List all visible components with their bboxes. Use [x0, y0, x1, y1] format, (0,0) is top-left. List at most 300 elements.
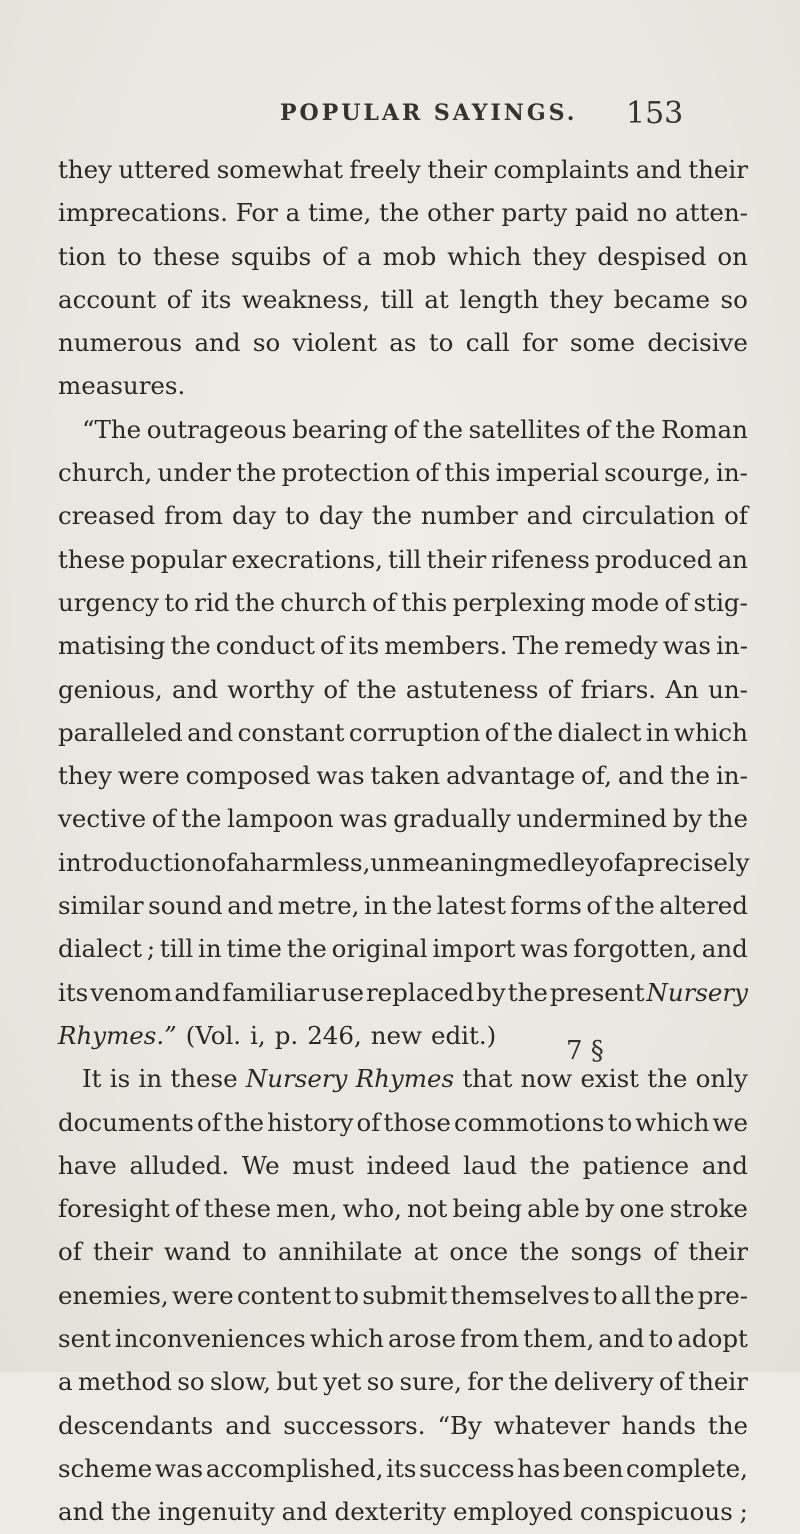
word: those: [383, 1107, 451, 1137]
word: composed: [185, 761, 311, 791]
word: sound: [148, 891, 223, 921]
word: members.: [384, 631, 508, 661]
word: latest: [436, 891, 506, 921]
word: time,: [308, 198, 372, 228]
word: till: [380, 284, 414, 314]
word: 246,: [307, 1020, 362, 1050]
word: songs: [570, 1237, 642, 1267]
word: these: [58, 544, 126, 574]
word: the: [707, 1410, 748, 1440]
word: its: [58, 977, 89, 1007]
word: by: [584, 1194, 615, 1224]
word: their: [426, 544, 487, 574]
word: genious,: [58, 674, 163, 704]
word: advantage: [446, 761, 576, 791]
word: the: [286, 934, 327, 964]
word: dialect: [557, 717, 642, 747]
word: method: [78, 1367, 172, 1397]
word: was: [520, 934, 569, 964]
word: on: [717, 241, 748, 271]
word: uttered: [118, 155, 211, 184]
word: of: [320, 631, 344, 661]
word: one: [619, 1194, 665, 1224]
word: despised: [597, 241, 707, 271]
word: and: [635, 155, 682, 184]
word: un-: [708, 674, 748, 704]
word: their: [688, 155, 748, 184]
word: to: [334, 1280, 360, 1310]
word: we: [712, 1107, 748, 1137]
word: whatever: [493, 1410, 610, 1440]
word: present: [549, 977, 645, 1007]
word: of: [598, 847, 623, 877]
text-line: [58, 1274, 748, 1317]
word: and: [171, 674, 219, 704]
word: success: [419, 1453, 515, 1483]
word: the: [615, 414, 656, 444]
word: astuteness: [405, 674, 539, 704]
word: by: [476, 977, 506, 1007]
word: were: [117, 761, 180, 791]
word: no: [636, 198, 668, 228]
word: to: [607, 1107, 633, 1137]
word: the: [356, 674, 397, 704]
word: original: [331, 934, 428, 964]
word: of: [724, 501, 748, 531]
word: foresight: [58, 1194, 170, 1224]
word: to: [117, 241, 142, 271]
word: documents: [58, 1107, 194, 1137]
word: medley: [509, 847, 599, 877]
word: descendants: [58, 1410, 214, 1440]
word: the: [654, 1280, 695, 1310]
word: matising: [58, 631, 166, 661]
word: which: [635, 1107, 710, 1137]
word: employed: [452, 1497, 573, 1527]
word: in-: [716, 458, 748, 488]
word: (Vol.: [185, 1020, 242, 1050]
word: so: [252, 328, 281, 358]
word: the: [236, 458, 277, 488]
word: freely: [349, 155, 421, 184]
word: once: [449, 1237, 509, 1267]
word: account: [58, 284, 157, 314]
word: and: [58, 1497, 105, 1527]
word: these: [170, 1064, 238, 1094]
word: atten-: [675, 198, 748, 228]
word: been: [562, 1453, 624, 1483]
word: the: [512, 717, 554, 747]
word: use: [321, 977, 364, 1007]
word: laud: [463, 1150, 518, 1180]
word: of: [323, 674, 348, 704]
word: the: [170, 631, 211, 661]
word: corruption: [348, 717, 481, 747]
word: history: [267, 1107, 354, 1137]
word: to: [242, 1237, 267, 1267]
word: conduct: [215, 631, 315, 661]
word: the: [371, 501, 412, 531]
word: was: [339, 804, 388, 834]
text-line: [58, 971, 748, 1014]
word: so: [720, 284, 748, 314]
word: so: [366, 1367, 395, 1397]
word: able: [527, 1194, 580, 1224]
word: weakness,: [241, 284, 370, 314]
running-title: POPULAR SAYINGS.: [280, 100, 578, 126]
word: some: [569, 328, 636, 358]
text-line: [58, 1014, 748, 1057]
word: exist: [580, 1064, 640, 1094]
word: and: [227, 891, 274, 921]
word: of: [547, 674, 572, 704]
word: the: [223, 1107, 265, 1137]
word: perplexing: [452, 587, 586, 617]
word: adopt: [677, 1324, 748, 1354]
word: the: [529, 1150, 570, 1180]
word: an: [717, 544, 748, 574]
word: of: [322, 241, 346, 271]
word: under: [157, 458, 231, 488]
word: to: [428, 328, 454, 358]
word: was: [662, 631, 711, 661]
word: numerous: [58, 328, 183, 358]
word: the: [647, 1064, 688, 1094]
word: at: [413, 1237, 439, 1267]
word: these: [152, 241, 221, 271]
word: Nursery: [646, 977, 748, 1007]
body-text: [58, 148, 748, 1534]
word: mode: [591, 587, 660, 617]
word: enemies,: [58, 1280, 169, 1310]
word: of: [664, 587, 689, 617]
word: that: [462, 1064, 513, 1094]
word: must: [292, 1150, 354, 1180]
word: all: [620, 1280, 652, 1310]
word: which: [673, 717, 748, 747]
word: the: [181, 804, 222, 834]
text-line: [58, 408, 748, 451]
word: the: [669, 761, 711, 791]
word: imperial: [495, 458, 599, 488]
word: wand: [163, 1237, 231, 1267]
word: ;: [739, 1497, 748, 1527]
word: the: [507, 977, 548, 1007]
word: a: [235, 847, 250, 877]
word: somewhat: [216, 155, 343, 184]
word: day: [318, 501, 363, 531]
text-line: [58, 884, 748, 927]
word: the: [519, 1237, 560, 1267]
word: tion: [58, 241, 107, 271]
word: urgency: [58, 587, 160, 617]
word: now: [520, 1064, 573, 1094]
word: We: [241, 1150, 280, 1180]
word: was: [316, 761, 365, 791]
word: similar: [58, 891, 144, 921]
word: was: [154, 1453, 204, 1483]
word: and: [617, 761, 664, 791]
text-line: [58, 1101, 748, 1144]
word: forms: [510, 891, 582, 921]
word: undermined: [516, 804, 667, 834]
text-line: [58, 711, 748, 754]
word: to: [164, 587, 189, 617]
word: time: [226, 934, 282, 964]
word: from: [164, 501, 224, 531]
word: and: [174, 977, 221, 1007]
word: popular: [130, 544, 227, 574]
word: became: [613, 284, 711, 314]
word: they: [532, 241, 587, 271]
word: commotions: [454, 1107, 605, 1137]
text-line: [58, 321, 748, 364]
word: has: [517, 1453, 561, 1483]
word: venom: [90, 977, 173, 1007]
word: till: [159, 934, 194, 964]
word: alluded.: [129, 1150, 230, 1180]
word: them,: [523, 1324, 595, 1354]
word: inconveniences: [114, 1324, 306, 1354]
word: in: [645, 717, 670, 747]
word: this: [401, 587, 448, 617]
word: church: [280, 587, 367, 617]
text-line: [58, 927, 748, 970]
word: they: [549, 284, 604, 314]
word: worthy: [227, 674, 315, 704]
word: complaints: [493, 155, 630, 184]
word: call: [465, 328, 510, 358]
word: and: [598, 1324, 645, 1354]
word: ingenuity: [157, 1497, 275, 1527]
word: of: [586, 891, 611, 921]
word: they: [58, 761, 112, 791]
word: so: [177, 1367, 205, 1397]
word: slow,: [210, 1367, 272, 1397]
word: of: [58, 1237, 82, 1267]
text-line: [58, 1447, 748, 1490]
word: to: [592, 1280, 618, 1310]
word: stroke: [669, 1194, 748, 1224]
word: is: [109, 1064, 131, 1094]
text-line: [58, 235, 748, 278]
word: of: [174, 1194, 199, 1224]
word: a: [357, 241, 372, 271]
text-line: [58, 841, 748, 884]
word: complete,: [626, 1453, 748, 1483]
word: Rhymes.”: [58, 1020, 177, 1050]
word: of: [196, 1107, 221, 1137]
word: in-: [715, 761, 748, 791]
word: lampoon: [227, 804, 334, 834]
word: altered: [659, 891, 748, 921]
word: Roman: [661, 414, 748, 444]
word: not: [407, 1194, 448, 1224]
running-head: [280, 96, 684, 136]
word: dialect: [58, 934, 143, 964]
text-line: [58, 1317, 748, 1360]
word: imprecations.: [58, 198, 228, 228]
word: a: [58, 1367, 73, 1397]
word: sure,: [399, 1367, 462, 1397]
word: creased: [58, 501, 156, 531]
word: the: [422, 414, 464, 444]
word: and: [526, 501, 573, 531]
word: of: [484, 717, 509, 747]
word: hands: [621, 1410, 696, 1440]
word: its: [201, 284, 232, 314]
word: rifeness: [491, 544, 590, 574]
word: The: [512, 631, 560, 661]
word: to: [285, 501, 310, 531]
word: For: [235, 198, 278, 228]
word: squibs: [231, 241, 312, 271]
signature-mark: 7 §: [566, 1036, 604, 1066]
text-line: [58, 1187, 748, 1230]
word: a: [285, 198, 301, 228]
word: their: [93, 1237, 153, 1267]
word: conspicuous: [579, 1497, 733, 1527]
text-line: [58, 1490, 748, 1533]
text-line: [58, 364, 748, 407]
word: bearing: [292, 414, 389, 444]
word: Nursery: [245, 1064, 348, 1094]
word: content: [236, 1280, 332, 1310]
word: stig-: [693, 587, 748, 617]
word: and: [701, 1150, 748, 1180]
word: submit: [362, 1280, 448, 1310]
word: and: [701, 934, 748, 964]
word: indeed: [366, 1150, 451, 1180]
word: this: [444, 458, 491, 488]
word: dexterity: [334, 1497, 447, 1527]
word: of: [356, 1107, 381, 1137]
word: outrageous: [146, 414, 287, 444]
word: of: [393, 414, 418, 444]
word: remedy: [564, 631, 658, 661]
word: i,: [250, 1020, 266, 1050]
word: themselves: [450, 1280, 590, 1310]
word: and: [194, 328, 241, 358]
text-line: [58, 191, 748, 234]
text-line: [58, 668, 748, 711]
word: of,: [581, 761, 612, 791]
word: have: [58, 1150, 117, 1180]
word: circulation: [581, 501, 716, 531]
word: the: [392, 891, 433, 921]
text-line: [58, 581, 748, 624]
text-line: [58, 278, 748, 321]
word: length: [459, 284, 539, 314]
word: were: [171, 1280, 234, 1310]
word: unmeaning: [370, 847, 510, 877]
word: execrations,: [231, 544, 383, 574]
word: import: [432, 934, 516, 964]
word: its: [348, 631, 380, 661]
word: metre,: [277, 891, 360, 921]
word: protection: [281, 458, 411, 488]
word: “By: [437, 1410, 482, 1440]
word: a: [622, 847, 638, 877]
text-line: [58, 1360, 748, 1403]
word: day: [232, 501, 277, 531]
word: friars.: [580, 674, 657, 704]
word: their: [688, 1237, 748, 1267]
word: of: [151, 804, 176, 834]
word: mob: [382, 241, 437, 271]
word: till: [388, 544, 422, 574]
word: in-: [716, 631, 748, 661]
word: scheme: [58, 1453, 153, 1483]
word: satellites: [468, 414, 581, 444]
word: of: [166, 284, 191, 314]
word: which: [309, 1324, 384, 1354]
word: as: [389, 328, 417, 358]
word: for: [467, 1367, 503, 1397]
word: measures.: [58, 371, 186, 401]
word: number: [420, 501, 518, 531]
word: who,: [342, 1194, 402, 1224]
word: decisive: [647, 328, 748, 358]
word: of: [415, 458, 440, 488]
word: edit.): [431, 1020, 497, 1050]
word: An: [665, 674, 699, 704]
word: the: [614, 891, 655, 921]
word: rid: [194, 587, 230, 617]
word: of: [211, 847, 236, 877]
word: scourge,: [604, 458, 711, 488]
word: the: [379, 198, 420, 228]
word: and: [281, 1497, 328, 1527]
word: ;: [146, 934, 156, 964]
word: men,: [276, 1194, 338, 1224]
word: produced: [594, 544, 713, 574]
text-line: [58, 494, 748, 537]
word: and: [187, 717, 234, 747]
word: which: [447, 241, 522, 271]
word: at: [424, 284, 449, 314]
text-line: [58, 451, 748, 494]
text-line: [58, 624, 748, 667]
word: replaced: [365, 977, 475, 1007]
word: paralleled: [58, 717, 183, 747]
word: from: [460, 1324, 520, 1354]
word: of: [658, 1367, 683, 1397]
word: to: [648, 1324, 674, 1354]
word: accomplished,: [205, 1453, 384, 1483]
word: patience: [582, 1150, 690, 1180]
text-line: [58, 538, 748, 581]
word: new: [370, 1020, 422, 1050]
word: introduction: [58, 847, 212, 877]
word: its: [386, 1453, 417, 1483]
word: constant: [237, 717, 345, 747]
word: successors.: [283, 1410, 426, 1440]
text-line: [58, 797, 748, 840]
word: the: [110, 1497, 152, 1527]
word: p.: [274, 1020, 299, 1050]
word: familiar: [222, 977, 320, 1007]
word: these: [203, 1194, 272, 1224]
word: the: [234, 587, 275, 617]
word: only: [695, 1064, 748, 1094]
word: yet: [323, 1367, 362, 1397]
word: their: [688, 1367, 748, 1397]
word: It: [82, 1064, 102, 1094]
word: they: [58, 155, 112, 184]
word: of: [586, 414, 610, 444]
word: of: [653, 1237, 678, 1267]
